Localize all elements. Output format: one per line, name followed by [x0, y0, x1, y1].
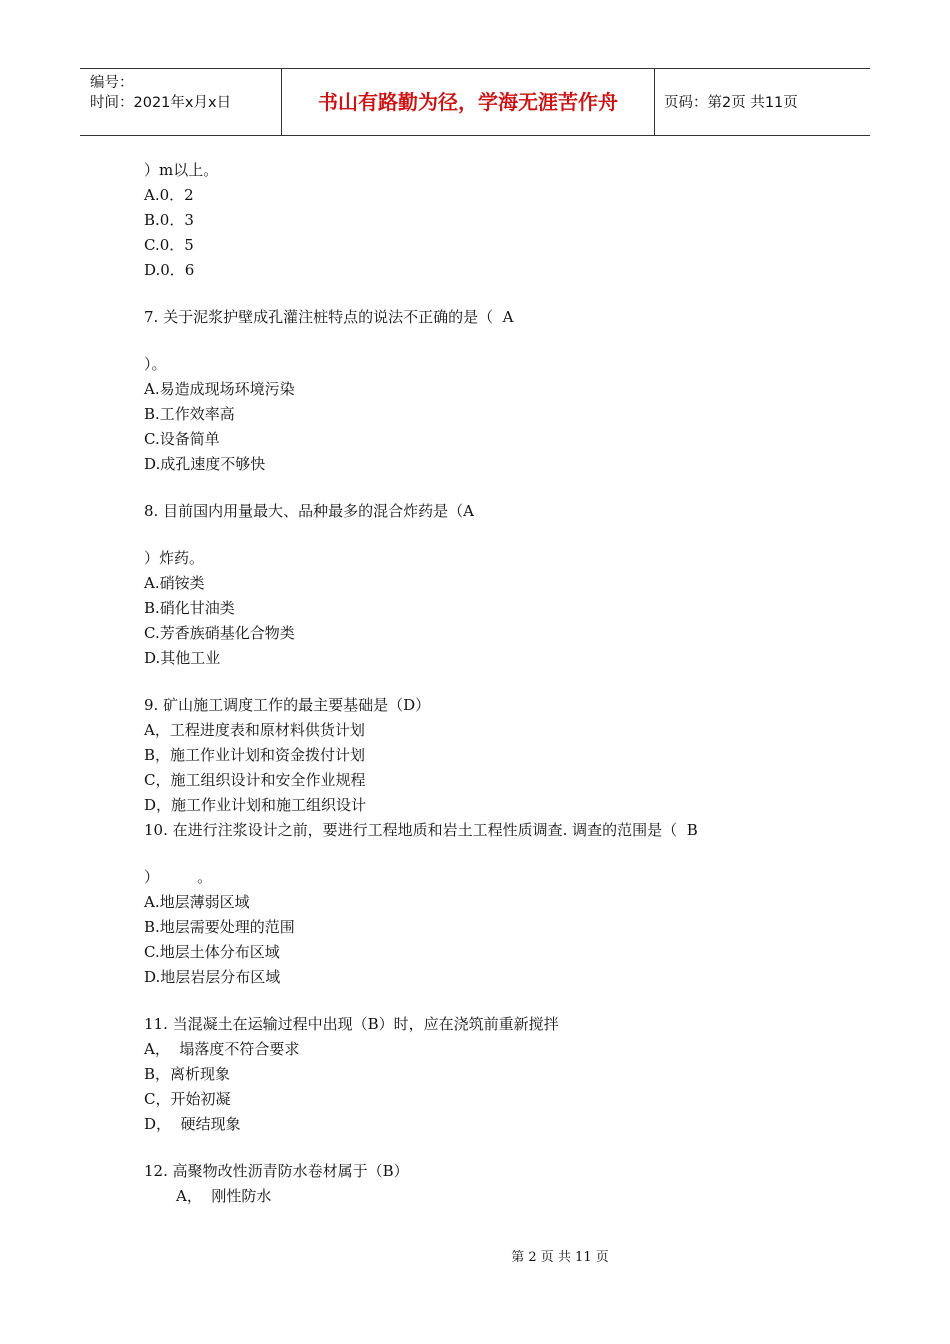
line-gap	[144, 843, 844, 865]
line-gap	[144, 671, 844, 693]
text-line: ）。	[144, 355, 167, 373]
header-page-info: 页码：第2页 共11页	[664, 95, 798, 111]
text-line: D.地层岩层分布区域	[144, 968, 281, 986]
text-line: D，施工作业计划和施工组织设计	[144, 796, 367, 814]
line-gap	[144, 477, 844, 499]
header-motto: 书山有路勤为径，学海无涯苦作舟	[282, 69, 655, 135]
text-line: D.0．6	[144, 261, 195, 279]
text-line: ）炸药。	[144, 549, 205, 567]
text-line: A，工程进度表和原材料供货计划	[144, 721, 365, 739]
text-line: 12. 高聚物改性沥青防水卷材属于（B）	[144, 1162, 409, 1180]
text-line: 9. 矿山施工调度工作的最主要基础是（D）	[144, 696, 431, 714]
line-gap	[144, 283, 844, 305]
serial-label: 编号：	[90, 75, 134, 91]
text-line: 7. 关于泥浆护壁成孔灌注桩特点的说法不正确的是（ A	[144, 308, 514, 326]
text-line: ） 。	[144, 868, 213, 886]
text-line: D.其他工业	[144, 649, 221, 667]
date-label: 时间：2021年x月x日	[90, 95, 232, 111]
text-line: C.0．5	[144, 236, 194, 254]
text-line: 10. 在进行注浆设计之前，要进行工程地质和岩土工程性质调查. 调查的范围是（ B	[144, 821, 698, 839]
text-line: B.工作效率高	[144, 405, 235, 423]
text-line: A.地层薄弱区域	[144, 893, 250, 911]
line-gap	[144, 1137, 844, 1159]
page-footer: 第 2 页 共 11 页	[511, 1250, 609, 1265]
text-line: A， 刚性防水	[176, 1187, 272, 1205]
text-line: 8. 目前国内用量最大、品种最多的混合炸药是（A	[144, 502, 474, 520]
line-gap	[144, 524, 844, 546]
text-line: D.成孔速度不够快	[144, 455, 266, 473]
line-gap	[144, 990, 844, 1012]
text-line: B.0．3	[144, 211, 194, 229]
page-header	[80, 68, 870, 136]
text-line: B.硝化甘油类	[144, 599, 235, 617]
text-line: C，开始初凝	[144, 1090, 231, 1108]
text-line: C，施工组织设计和安全作业规程	[144, 771, 366, 789]
text-line: 11. 当混凝土在运输过程中出现（B）时，应在浇筑前重新搅拌	[144, 1015, 559, 1033]
text-line: A.硝铵类	[144, 574, 205, 592]
text-line: B.地层需要处理的范围	[144, 918, 295, 936]
text-line: C.芳香族硝基化合物类	[144, 624, 295, 642]
text-line: C.设备简单	[144, 430, 220, 448]
text-line: A， 塌落度不符合要求	[144, 1040, 300, 1058]
text-line: C.地层土体分布区域	[144, 943, 280, 961]
text-line: D， 硬结现象	[144, 1115, 241, 1133]
text-line: B，施工作业计划和资金拨付计划	[144, 746, 366, 764]
text-line: A.易造成现场环境污染	[144, 380, 295, 398]
line-gap	[144, 330, 844, 352]
document-body	[144, 158, 844, 1209]
text-line: B，离析现象	[144, 1065, 231, 1083]
header-meta	[80, 69, 282, 135]
text-line: A.0．2	[144, 186, 194, 204]
text-line: ）m以上。	[144, 161, 219, 179]
